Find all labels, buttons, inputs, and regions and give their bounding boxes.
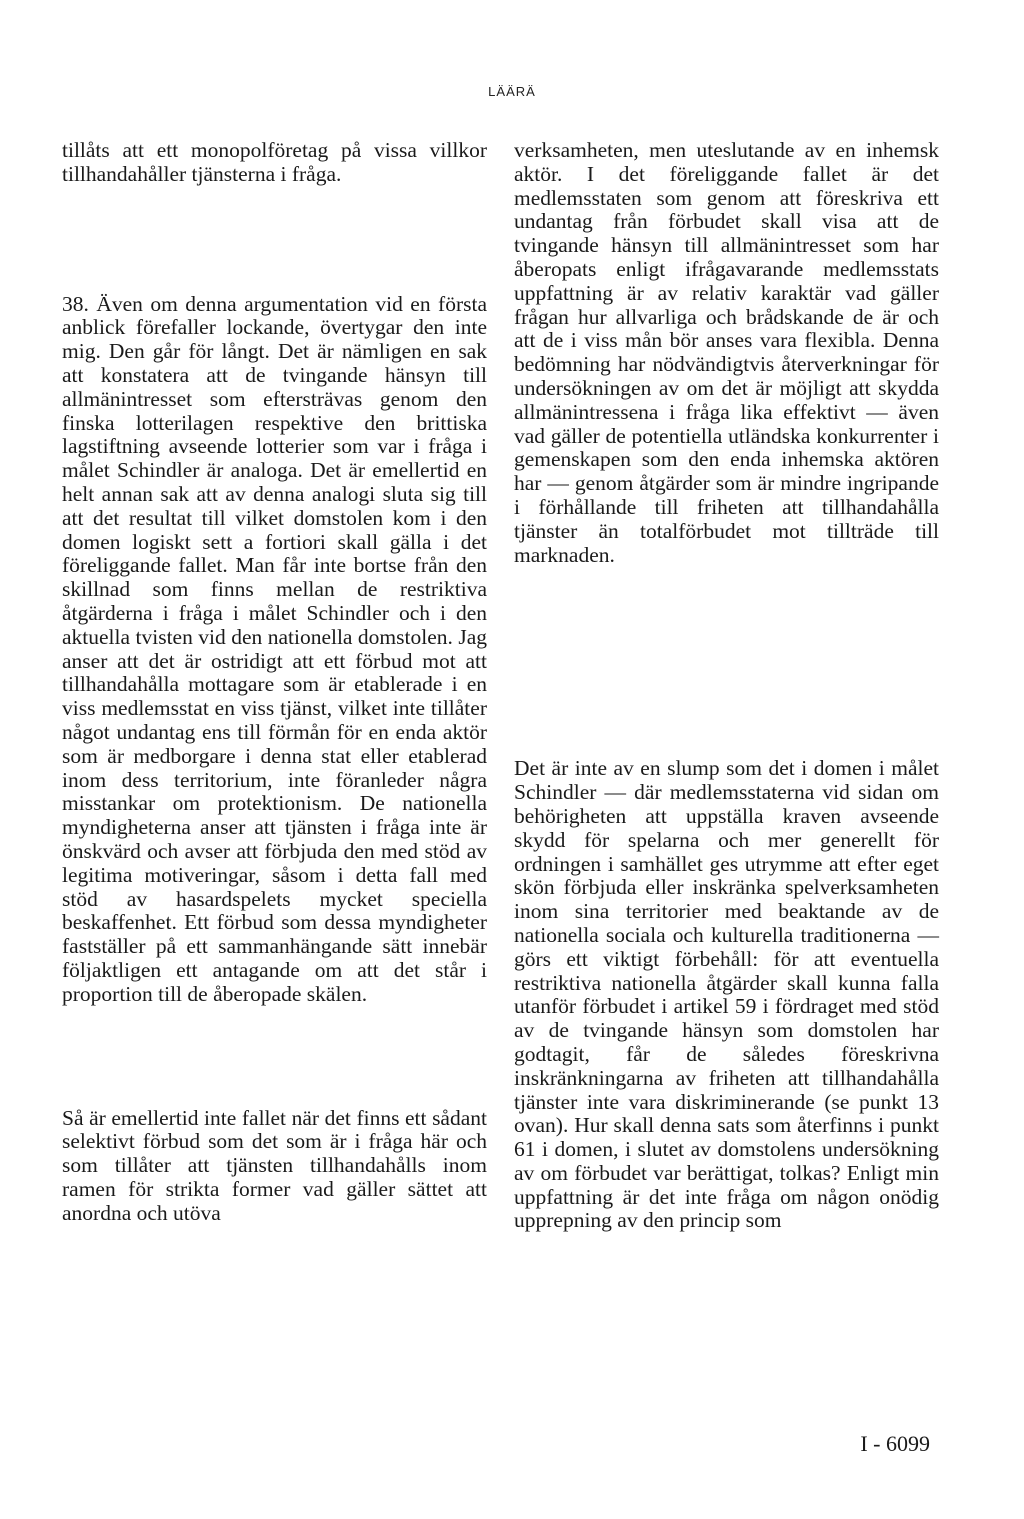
paragraph-selective-ban: Så är emellertid inte fallet när det finns ett sådant selektivt förbud som det som är i fråga här och som tillåter att tjänsten tillhandahålls inom ramen för strikta former vad gäller sättet att anordna och utöva (62, 1105, 487, 1225)
paragraph-gap (62, 187, 487, 293)
paragraph-continuation-right: verksamheten, men uteslutande av en inhemsk aktör. I det föreliggande fallet är det medlemsstaten som genom att föreskriva ett undantag från förbudet skall visa att de tvingande hänsyn till allmänintresset som har åberopats enligt ifrågavarande medlemsstats uppfattning är av relativ karaktär vad gäller frågan hur allvarliga och brådskande de är och att de i viss mån bör anses vara flexibla. Denna bedömning har nödvändigtvis återverkningar för undersökningen av om det är möjligt att skydda allmänintressena i fråga lika effektivt — även vad gäller de potentiella utländska konkurrenter i gemenskapen som den enda inhemska aktören har — genom åtgärder som är mindre ingripande i förhållande till friheten att tillhandahålla tjänster än totalförbudet mot tillträde till marknaden. (514, 138, 939, 567)
paragraph-continuation: tillåts att ett monopolföretag på vissa villkor tillhandahåller tjänsterna i fråga. (62, 138, 487, 186)
right-column (514, 139, 939, 1233)
paragraph-schindler-reservation: Det är inte av en slump som det i domen i målet Schindler — där medlemsstaterna vid sidan om behörigheten att uppställa kraven avseende skydd för spelarna och mer generellt för ordningen i samhället ges utrymme att efter eget skön förbjuda eller inskränka spelverksamheten inom sina territorier med beaktande av de nationella sociala och kulturella traditionerna — görs ett viktigt förbehåll: för att eventuella restriktiva nationella åtgärder skall kunna falla utanför förbudet i artikel 59 i fördraget med stöd av de tvingande hänsyn som domstolen har godtagit, får de således föreskrivna inskränkningarna av friheten att tillhandahålla tjänster inte vara diskriminerande (se punkt 13 ovan). Hur skall denna sats som återfinns i punkt 61 i domen, i slutet av domstolens undersökning av om förbudet var berättigat, tolkas? Enligt min uppfattning är det inte fråga om någon onödig upprepning av den princip som (514, 756, 939, 1233)
paragraph-gap (62, 1007, 487, 1107)
page-number: I - 6099 (860, 1431, 930, 1456)
paragraph-gap (514, 567, 939, 757)
left-column (62, 139, 487, 1225)
paragraph-38: 38. Även om denna argumentation vid en första anblick förefaller lockande, övertygar den inte mig. Den går för långt. Det är nämligen en sak att konstatera att de tvingande hänsyn till allmänintresset som eftersträvas genom den finska lotterilagen respektive den brittiska lagstiftning avseende lotterier som var i fråga i målet Schindler är analoga. Det är emellertid en helt annan sak att av denna analogi sluta sig till att det resultat till vilket domstolen kom i den domen logiskt sett a fortiori skall gälla i det föreliggande fallet. Man får inte bortse från den skillnad som finns mellan de restriktiva åtgärderna i fråga i målet Schindler och i den aktuella tvisten vid den nationella domstolen. Jag anser att det är ostridigt att ett förbud mot att tillhandahålla mottagare som är etablerade i en viss medlemsstat en viss tjänst, vilket inte tillåter något undantag ens till förmån för en enda aktör som är medborgare i denna stat eller etablerad inom dess territorium, inte föranleder några misstankar om protektionism. De nationella myndigheterna anser att tjänsten i fråga inte är önskvärd och avser att förbjuda den med stöd av legitima motiveringar, såsom i detta fall med stöd av hasardspelets mycket speciella beskaffenhet. Ett förbud som dessa myndigheter fastställer på ett sammanhängande sätt innebär följaktligen ett antagande om att det står i proportion till de åberopade skälen. (62, 291, 487, 1006)
running-header: LÄÄRÄ (488, 84, 536, 99)
